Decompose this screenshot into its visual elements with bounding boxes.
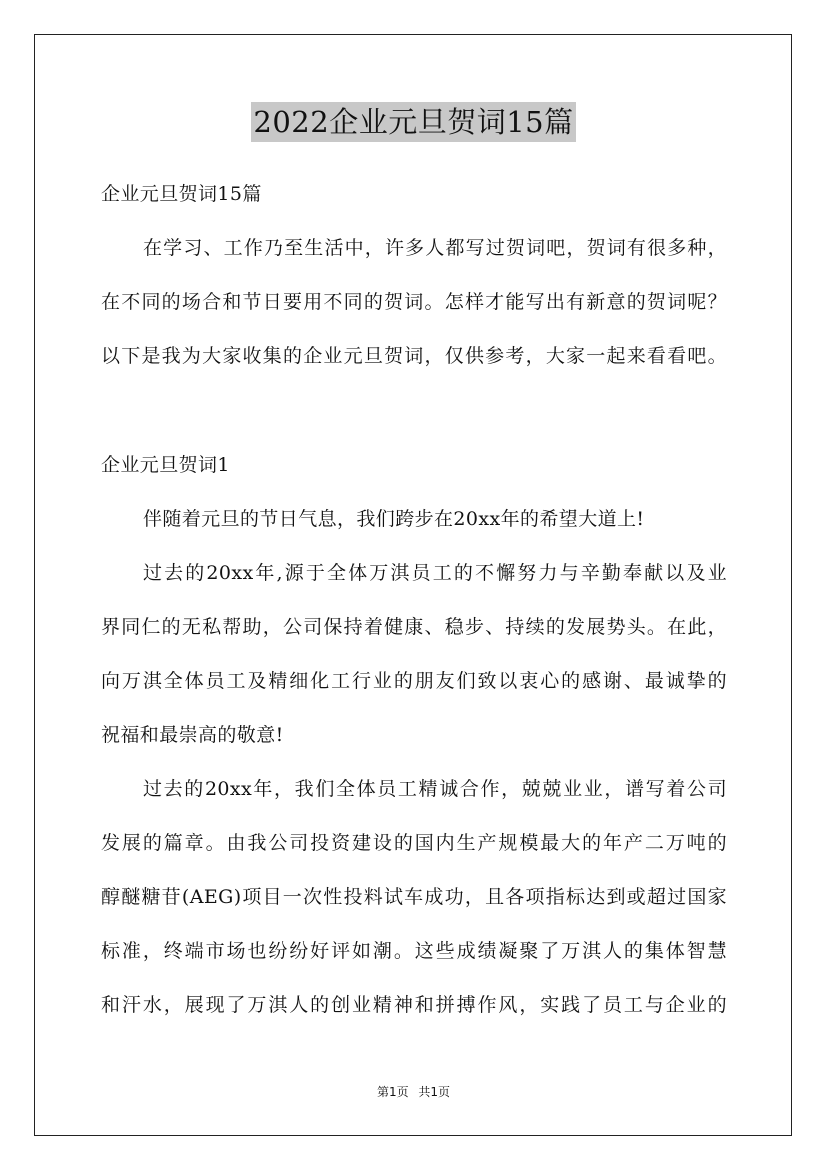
paragraph-line: 以下是我为大家收集的企业元旦贺词，仅供参考，大家一起来看看吧。 xyxy=(101,345,727,367)
paragraph-line: 过去的20xx年，我们全体员工精诚合作，兢兢业业，谱写着公司 xyxy=(143,778,727,800)
paragraph-line: 标准，终端市场也纷纷好评如潮。这些成绩凝聚了万淇人的集体智慧 xyxy=(101,940,727,962)
page-number: 第1页 xyxy=(376,1085,409,1099)
paragraph-line: 界同仁的无私帮助，公司保持着健康、稳步、持续的发展势头。在此， xyxy=(101,616,727,638)
paragraph-line: 过去的20xx年,源于全体万淇员工的不懈努力与辛勤奉献以及业 xyxy=(143,562,727,584)
page-footer xyxy=(0,1083,827,1100)
title-container xyxy=(0,102,827,142)
paragraph-line: 伴随着元旦的节日气息，我们跨步在20xx年的希望大道上! xyxy=(143,508,645,530)
paragraph-line: 在不同的场合和节日要用不同的贺词。怎样才能写出有新意的贺词呢？ xyxy=(101,291,727,313)
page-total: 共1页 xyxy=(418,1085,451,1099)
paragraph-line: 醇醚糖苷(AEG)项目一次性投料试车成功，且各项指标达到或超过国家 xyxy=(101,886,727,908)
paragraph-line: 向万淇全体员工及精细化工行业的朋友们致以衷心的感谢、最诚挚的 xyxy=(101,670,727,692)
paragraph-line: 在学习、工作乃至生活中，许多人都写过贺词吧，贺词有很多种， xyxy=(143,237,727,259)
paragraph-line: 祝福和最崇高的敬意! xyxy=(101,724,284,746)
paragraph-line: 和汗水，展现了万淇人的创业精神和拼搏作风，实践了员工与企业的 xyxy=(101,994,727,1016)
subtitle: 企业元旦贺词15篇 xyxy=(101,183,262,205)
section-heading: 企业元旦贺词1 xyxy=(101,454,230,476)
document-title: 2022企业元旦贺词15篇 xyxy=(251,102,575,142)
paragraph-line: 发展的篇章。由我公司投资建设的国内生产规模最大的年产二万吨的 xyxy=(101,832,727,854)
